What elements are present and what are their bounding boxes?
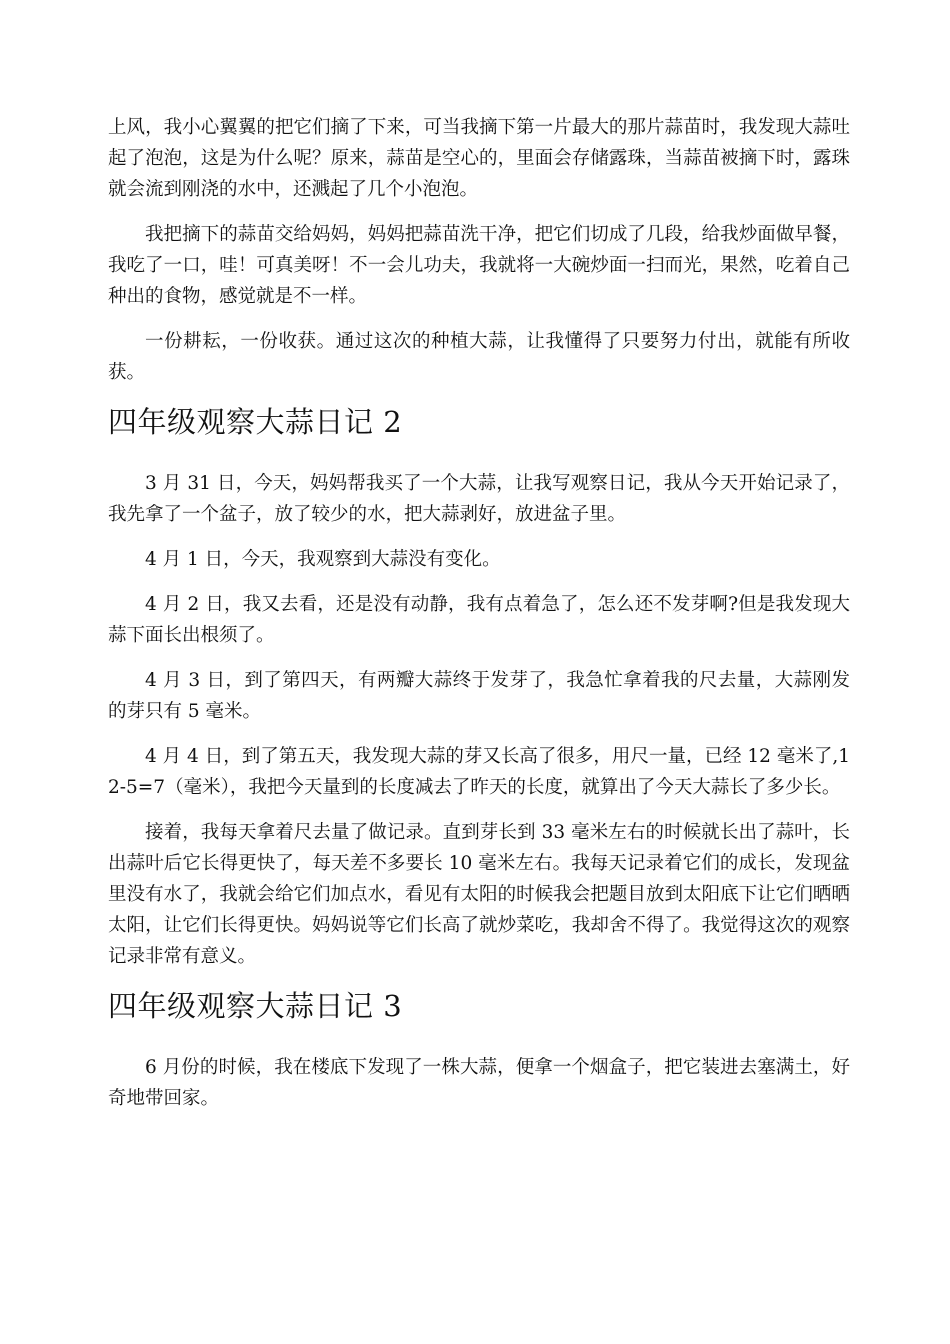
paragraph-intro-1: 上风，我小心翼翼的把它们摘了下来，可当我摘下第一片最大的那片蒜苗时，我发现大蒜吐起了泡泡，这是为什么呢？原来，蒜苗是空心的，里面会存储露珠，当蒜苗被摘下时，露珠就会流到刚浇的水中，还溅起了几个小泡泡。 (108, 117, 850, 200)
section-2-paragraph-1: 3 月 31 日，今天，妈妈帮我买了一个大蒜，让我写观察日记，我从今天开始记录了，我先拿了一个盆子，放了较少的水，把大蒜剥好，放进盆子里。 (108, 473, 850, 525)
section-2-paragraph-5: 4 月 4 日，到了第五天，我发现大蒜的芽又长高了很多，用尺一量，已经 12 毫米了,12-5=7（毫米），我把今天量到的长度减去了昨天的长度，就算出了今天大蒜长了多少长。 (108, 746, 850, 798)
section-3-paragraph-1: 6 月份的时候，我在楼底下发现了一株大蒜，便拿一个烟盒子，把它装进去塞满土，好奇地带回家。 (108, 1057, 850, 1109)
section-3-title: 四年级观察大蒜日记 3 (108, 989, 403, 1023)
paragraph-intro-3: 一份耕耘，一份收获。通过这次的种植大蒜，让我懂得了只要努力付出，就能有所收获。 (108, 331, 850, 383)
section-2-paragraph-4: 4 月 3 日，到了第四天，有两瓣大蒜终于发芽了，我急忙拿着我的尺去量，大蒜刚发的芽只有 5 毫米。 (108, 670, 850, 722)
section-2-paragraph-3: 4 月 2 日，我又去看，还是没有动静，我有点着急了，怎么还不发芽啊?但是我发现大蒜下面长出根须了。 (108, 594, 850, 646)
section-2-paragraph-6: 接着，我每天拿着尺去量了做记录。直到芽长到 33 毫米左右的时候就长出了蒜叶，长出蒜叶后它长得更快了，每天差不多要长 10 毫米左右。我每天记录着它们的成长，发现盆里没有水了，我就会给它们加点水，看见有太阳的时候我会把题目放到太阳底下让它们晒晒太阳，让它们长得更快。妈妈说等它们长高了就炒菜吃，我却舍不得了。我觉得这次的观察记录非常有意义。 (108, 822, 850, 967)
document-page (108, 112, 850, 1128)
section-2-paragraph-2: 4 月 1 日，今天，我观察到大蒜没有变化。 (145, 549, 501, 570)
paragraph-intro-2: 我把摘下的蒜苗交给妈妈，妈妈把蒜苗洗干净，把它们切成了几段，给我炒面做早餐，我吃了一口，哇！可真美呀！不一会儿功夫，我就将一大碗炒面一扫而光，果然，吃着自己种出的食物，感觉就是不一样。 (108, 224, 850, 307)
section-2-title: 四年级观察大蒜日记 2 (108, 405, 403, 439)
